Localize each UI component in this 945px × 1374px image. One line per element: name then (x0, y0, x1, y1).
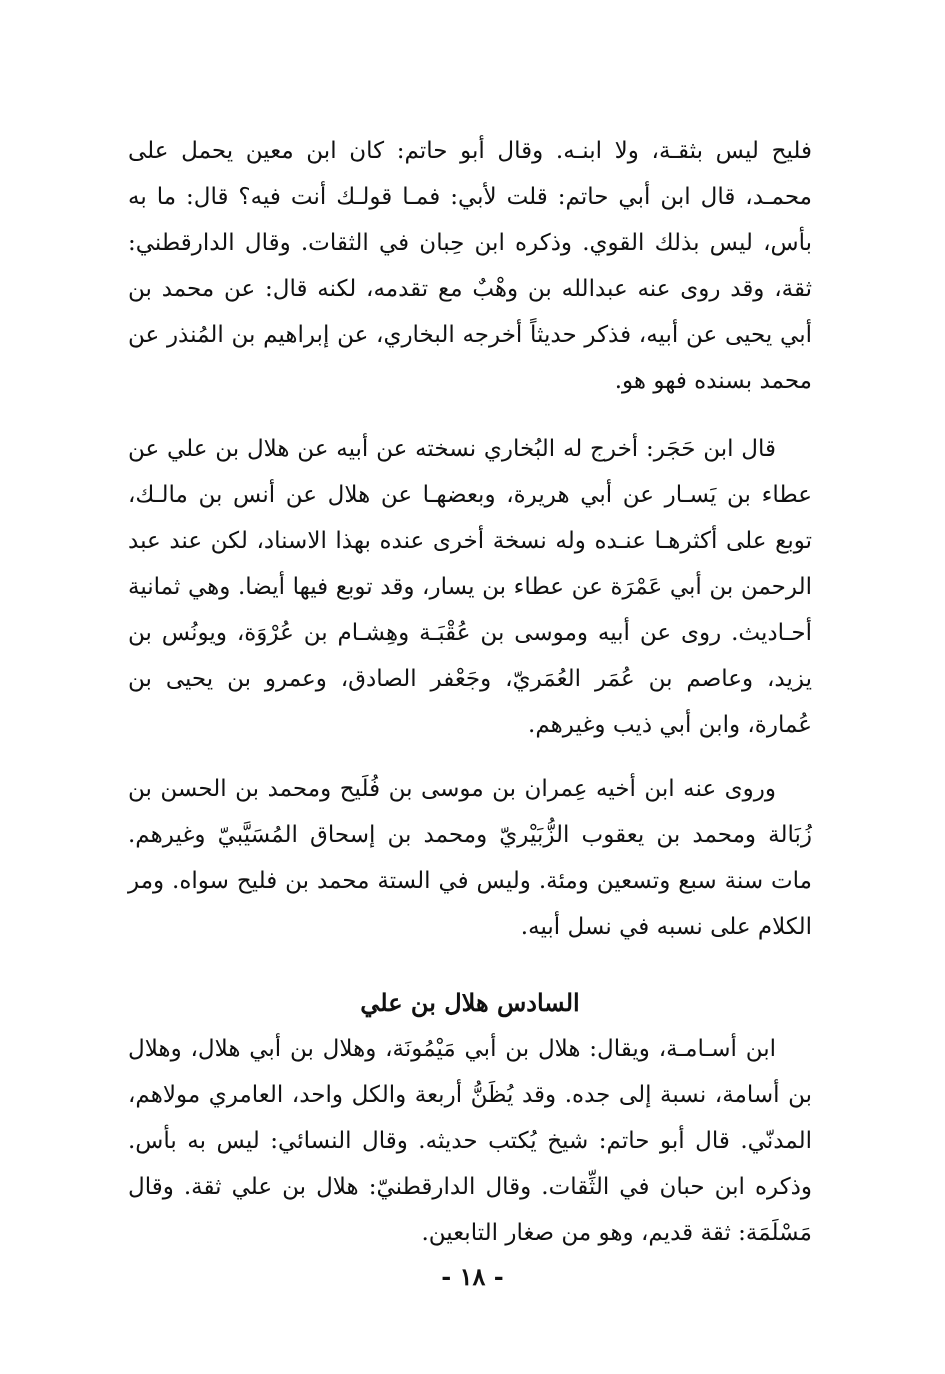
page-number: - ١٨ - (441, 1262, 504, 1291)
document-page (128, 128, 812, 1308)
section-paragraph: ابن أسـامـة، ويقال: هلال بن أبي مَيْمُونَة، وهلال بن أبي هلال، وهلال بن أسامة، نسبة إلى جده. وقد يُظَنُّ أربعة والكل واحد، العامري مولاهم، المدنّي. قال أبو حاتم: شيخ يُكتب حديثه. وقال النسائي: ليس به بأس. وذكره ابن حبان في الثِّقات. وقال الدارقطنيّ: هلال بن علي ثقة. وقال مَسْلَمَة: ثقة قديم، وهو من صغار التابعين. (128, 1036, 812, 1246)
section-heading: السادس هلال بن علي (360, 988, 580, 1017)
paragraph-3: وروى عنه ابن أخيه عِمران بن موسى بن فُلَيح ومحمد بن الحسن بن زُبَالة ومحمد بن يعقوب الزُّبَيْريّ ومحمد بن إسحاق المُسَيَّبيّ وغيرهم. مات سنة سبع وتسعين ومئة. وليس في الستة محمد بن فليح سواه. ومر الكلام على نسبه في نسل أبيه. (128, 776, 812, 940)
paragraph-2: قال ابن حَجَر: أخرج له البُخاري نسخته عن أبيه عن هلال بن علي عن عطاء بن يَسـار عن أبي هريرة، وبعضهـا عن هلال عن أنس بن مالـك، توبع على أكثرهـا عنـده وله نسخة أخرى عنده بهذا الاسناد، لكن عند عبد الرحمن بن أبي عَمْرَة عن عطاء بن يسار، وقد توبع فيها أيضا. وهي ثمانية أحـاديث. روى عن أبيه وموسى بن عُقْبَـة وهِشـام بن عُرْوَة، ويونُس بن يزيد، وعاصم بن عُمَر العُمَريّ، وجَعْفر الصادق، وعمرو بن يحيى بن عُمارة، وابن أبي ذيب وغيرهم. (128, 436, 812, 738)
paragraph-1: فليح ليس بثقـة، ولا ابنـه. وقال أبو حاتم: كان ابن معين يحمل على محمـد، قال ابن أبي حاتم: قلت لأبي: فمـا قولـك أنت فيه؟ قال: ما به بأس، ليس بذلك القوي. وذكره ابن حِبان في الثقات. وقال الدارقطني: ثقة، وقد روى عنه عبدالله بن وهْبٌ مع تقدمه، لكنه قال: عن محمد بن أبي يحيى عن أبيه، فذكر حديثاً أخرجه البخاري، عن إبراهيم بن المُنذر عن محمد بسنده فهو هو. (128, 138, 812, 394)
